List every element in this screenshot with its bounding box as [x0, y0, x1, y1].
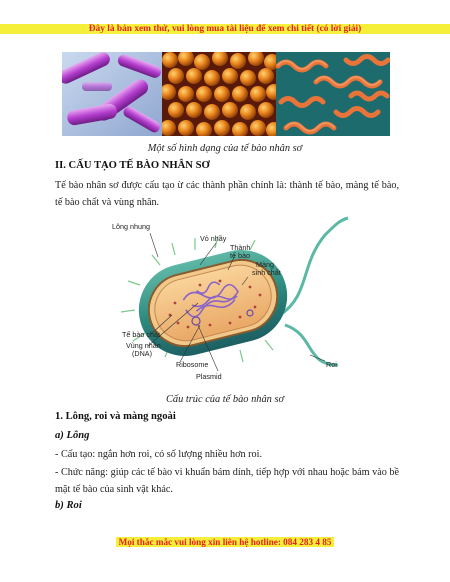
sub-a-title: a) Lông — [55, 430, 90, 441]
prokaryotic-cell-diagram — [100, 215, 350, 390]
label-mang-sinh-chat-1: Màng — [256, 260, 274, 269]
bacteria-photo-strip — [62, 52, 390, 136]
label-thanh-te-bao-1: Thành — [230, 243, 251, 252]
label-vung-nhan-1: Vùng nhân — [126, 341, 161, 350]
coccus-bacteria-photo — [162, 52, 276, 136]
label-roi: Roi — [326, 360, 337, 369]
preview-banner — [0, 24, 450, 34]
intro-paragraph: Tế bào nhân sơ được cấu tạo ừ các thành phần chính là: thành tế bào, màng tế bào, tế bào chất và vùng nhân. — [55, 180, 399, 208]
label-vung-nhan-2: (DNA) — [132, 349, 152, 358]
hotline-banner-text: Mọi thắc mắc vui lòng xin liên hệ hotline: 084 283 4 85 — [116, 537, 335, 547]
sub-b-title: b) Roi — [55, 500, 82, 511]
label-mang-sinh-chat-2: sinh chất — [252, 268, 281, 277]
figure1-caption: Một số hình dạng của tế bào nhân sơ — [147, 143, 303, 154]
label-te-bao-chat: Tế bào chất — [122, 330, 160, 339]
preview-banner-text: Đây là bản xem thử, vui lòng mua tài liệu để xem chi tiết (có lời giải) — [88, 24, 362, 34]
figure2-caption: Cấu trúc của tế bào nhân sơ — [165, 394, 285, 405]
label-ribosome: Ribosome — [176, 360, 209, 369]
rod-bacteria-photo — [62, 52, 162, 136]
label-vo-nhay: Vỏ nhầy — [200, 234, 227, 243]
label-thanh-te-bao-2: tế bào — [230, 251, 250, 260]
section-heading: II. CẤU TẠO TẾ BÀO NHÂN SƠ — [55, 160, 210, 171]
sub-a-function: - Chức năng: giúp các tế bào vi khuẩn bám dính, tiếp hợp với nhau hoặc bám vào bề mặt tế bào của sinh vật khác. — [55, 467, 399, 495]
label-plasmid: Plasmid — [196, 372, 222, 381]
hotline-banner — [0, 537, 450, 547]
spiral-bacteria-photo — [276, 52, 390, 136]
sub-a-structure: - Cấu tạo: ngắn hơn roi, có số lượng nhiều hơn roi. — [55, 449, 263, 460]
subsection-heading: 1. Lông, roi và màng ngoài — [55, 411, 176, 422]
label-long-nhung: Lông nhung — [112, 222, 150, 231]
